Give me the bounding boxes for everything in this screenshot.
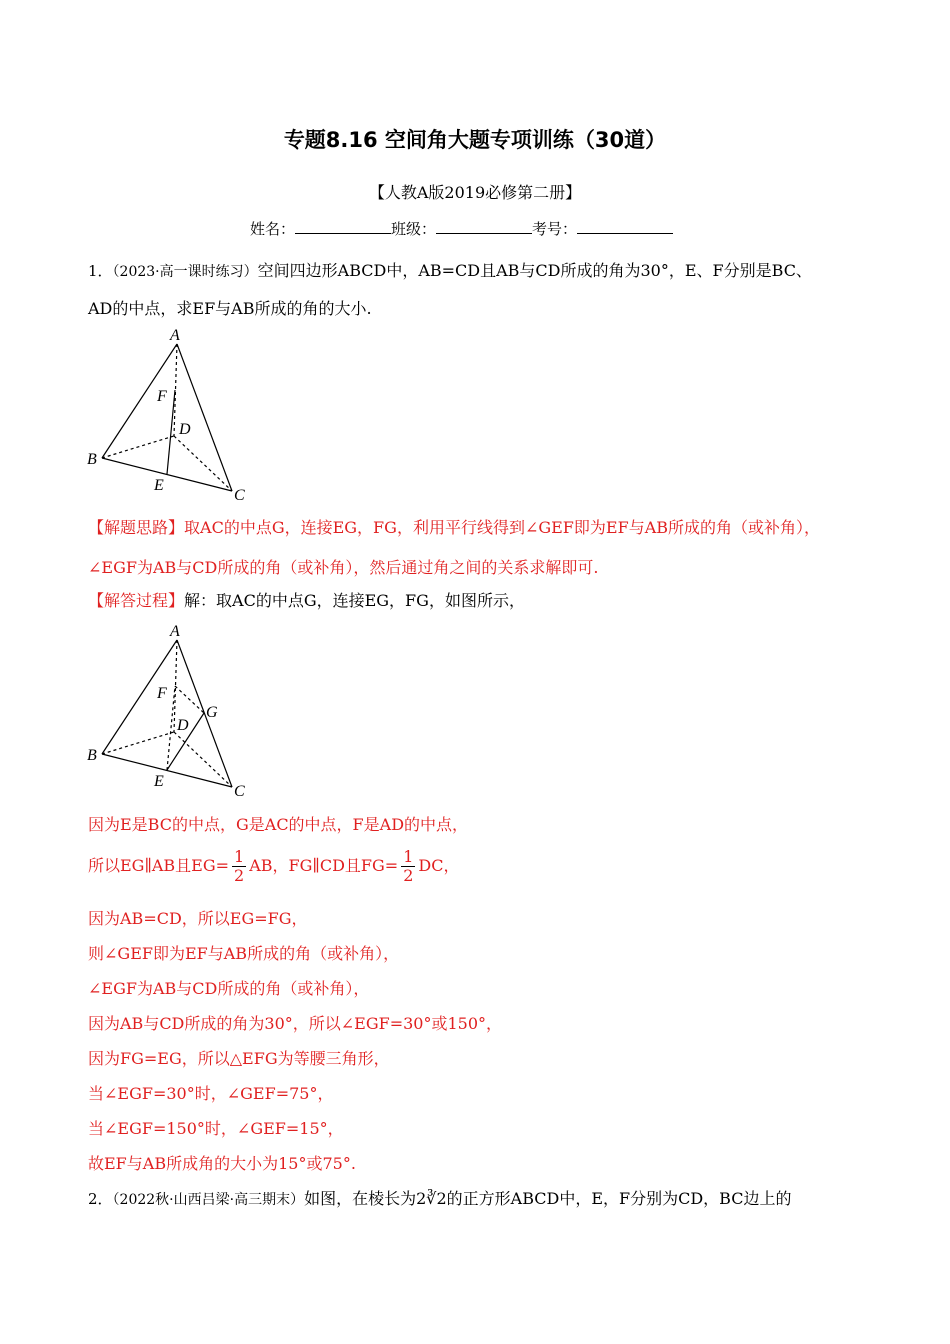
label-b: B (87, 451, 97, 468)
step-4: 则∠GEF即为EF与AB所成的角（或补角）， (88, 944, 400, 963)
edge-dc (174, 436, 232, 491)
label-f: F (157, 685, 167, 702)
step-8: 当∠EGF=30°时，∠GEF=75°， (88, 1084, 334, 1103)
q1-number: 1． (88, 262, 113, 280)
frac-den: 2 (403, 866, 414, 885)
edge-bc (102, 754, 232, 787)
edge-bd (102, 732, 174, 754)
q2-number: 2． (88, 1190, 113, 1208)
q2-line1 (88, 1186, 791, 1209)
exam-label: 考号： (532, 220, 578, 238)
name-blank[interactable] (295, 221, 391, 234)
label-c: C (234, 487, 245, 504)
name-label: 姓名： (250, 220, 296, 238)
fraction-half-2 (401, 848, 415, 885)
q1-line2: AD的中点，求EF与AB所成的角的大小. (88, 299, 372, 318)
tetrahedron-figure-2 (82, 620, 262, 800)
label-b: B (87, 747, 97, 764)
edge-bc (102, 458, 232, 491)
page-title: 专题8.16 空间角大题专项训练（30道） (283, 128, 667, 152)
edge-ac (177, 344, 232, 491)
q1-idea-line1 (88, 515, 820, 538)
label-g: G (206, 704, 218, 721)
frac-num: 1 (403, 847, 414, 866)
label-d: D (179, 421, 191, 438)
segment-ef (167, 686, 175, 770)
step-2-post: DC， (418, 856, 460, 875)
edge-bd (102, 436, 174, 458)
label-a: A (170, 623, 180, 640)
step-5: ∠EGF为AB与CD所成的角（或补角）， (88, 979, 370, 998)
process-text: 解：取AC的中点G，连接EG，FG，如图所示， (184, 591, 525, 610)
label-a: A (170, 327, 180, 344)
step-1: 因为E是BC的中点，G是AC的中点，F是AD的中点， (88, 815, 469, 834)
q1-text-line1: 空间四边形ABCD中，AB=CD且AB与CD所成的角为30°，E、F分别是BC、 (257, 261, 812, 280)
q1-source: （2023·高一课时练习） (112, 264, 258, 280)
label-c: C (234, 783, 245, 800)
q1-idea-line2: ∠EGF为AB与CD所成的角（或补角），然后通过角之间的关系求解即可. (88, 558, 599, 577)
edge-ac (177, 640, 232, 787)
tetrahedron-figure-1 (82, 324, 262, 504)
idea-text-1: 取AC的中点G，连接EG，FG，利用平行线得到∠GEF即为EF与AB所成的角（或补角）， (184, 518, 821, 537)
edge-dc (174, 732, 232, 787)
step-3: 因为AB=CD，所以EG=FG， (88, 909, 308, 928)
q1-process-line (88, 588, 525, 611)
step-7: 因为FG=EG，所以△EFG为等腰三角形， (88, 1049, 390, 1068)
step-2-pre: 所以EG∥AB且EG= (88, 856, 230, 875)
label-e: E (154, 773, 164, 790)
label-d: D (177, 717, 189, 734)
exam-blank[interactable] (577, 221, 673, 234)
step-2-mid: AB，FG∥CD且FG= (249, 856, 399, 875)
label-f: F (157, 388, 167, 405)
process-tag: 【解答过程】 (88, 591, 185, 610)
frac-num: 1 (234, 847, 245, 866)
class-label: 班级： (391, 220, 437, 238)
step-6: 因为AB与CD所成的角为30°，所以∠EGF=30°或150°， (88, 1014, 503, 1033)
student-info-row (250, 218, 673, 239)
step-2 (88, 848, 459, 885)
q2-source: （2022秋·山西吕梁·高三期末） (112, 1192, 305, 1208)
step-10: 故EF与AB所成角的大小为15°或75°. (88, 1154, 356, 1173)
idea-tag: 【解题思路】 (88, 518, 185, 537)
label-e: E (154, 477, 164, 494)
step-9: 当∠EGF=150°时，∠GEF=15°， (88, 1119, 344, 1138)
q2-text: 如图，在棱长为2∛2的正方形ABCD中，E，F分别为CD，BC边上的 (304, 1189, 792, 1208)
class-blank[interactable] (436, 221, 532, 234)
page-subtitle: 【人教A版2019必修第二册】 (368, 183, 582, 202)
fraction-half-1 (232, 848, 246, 885)
segment-ef (167, 390, 175, 474)
frac-den: 2 (234, 866, 245, 885)
q1-line1 (88, 258, 812, 281)
